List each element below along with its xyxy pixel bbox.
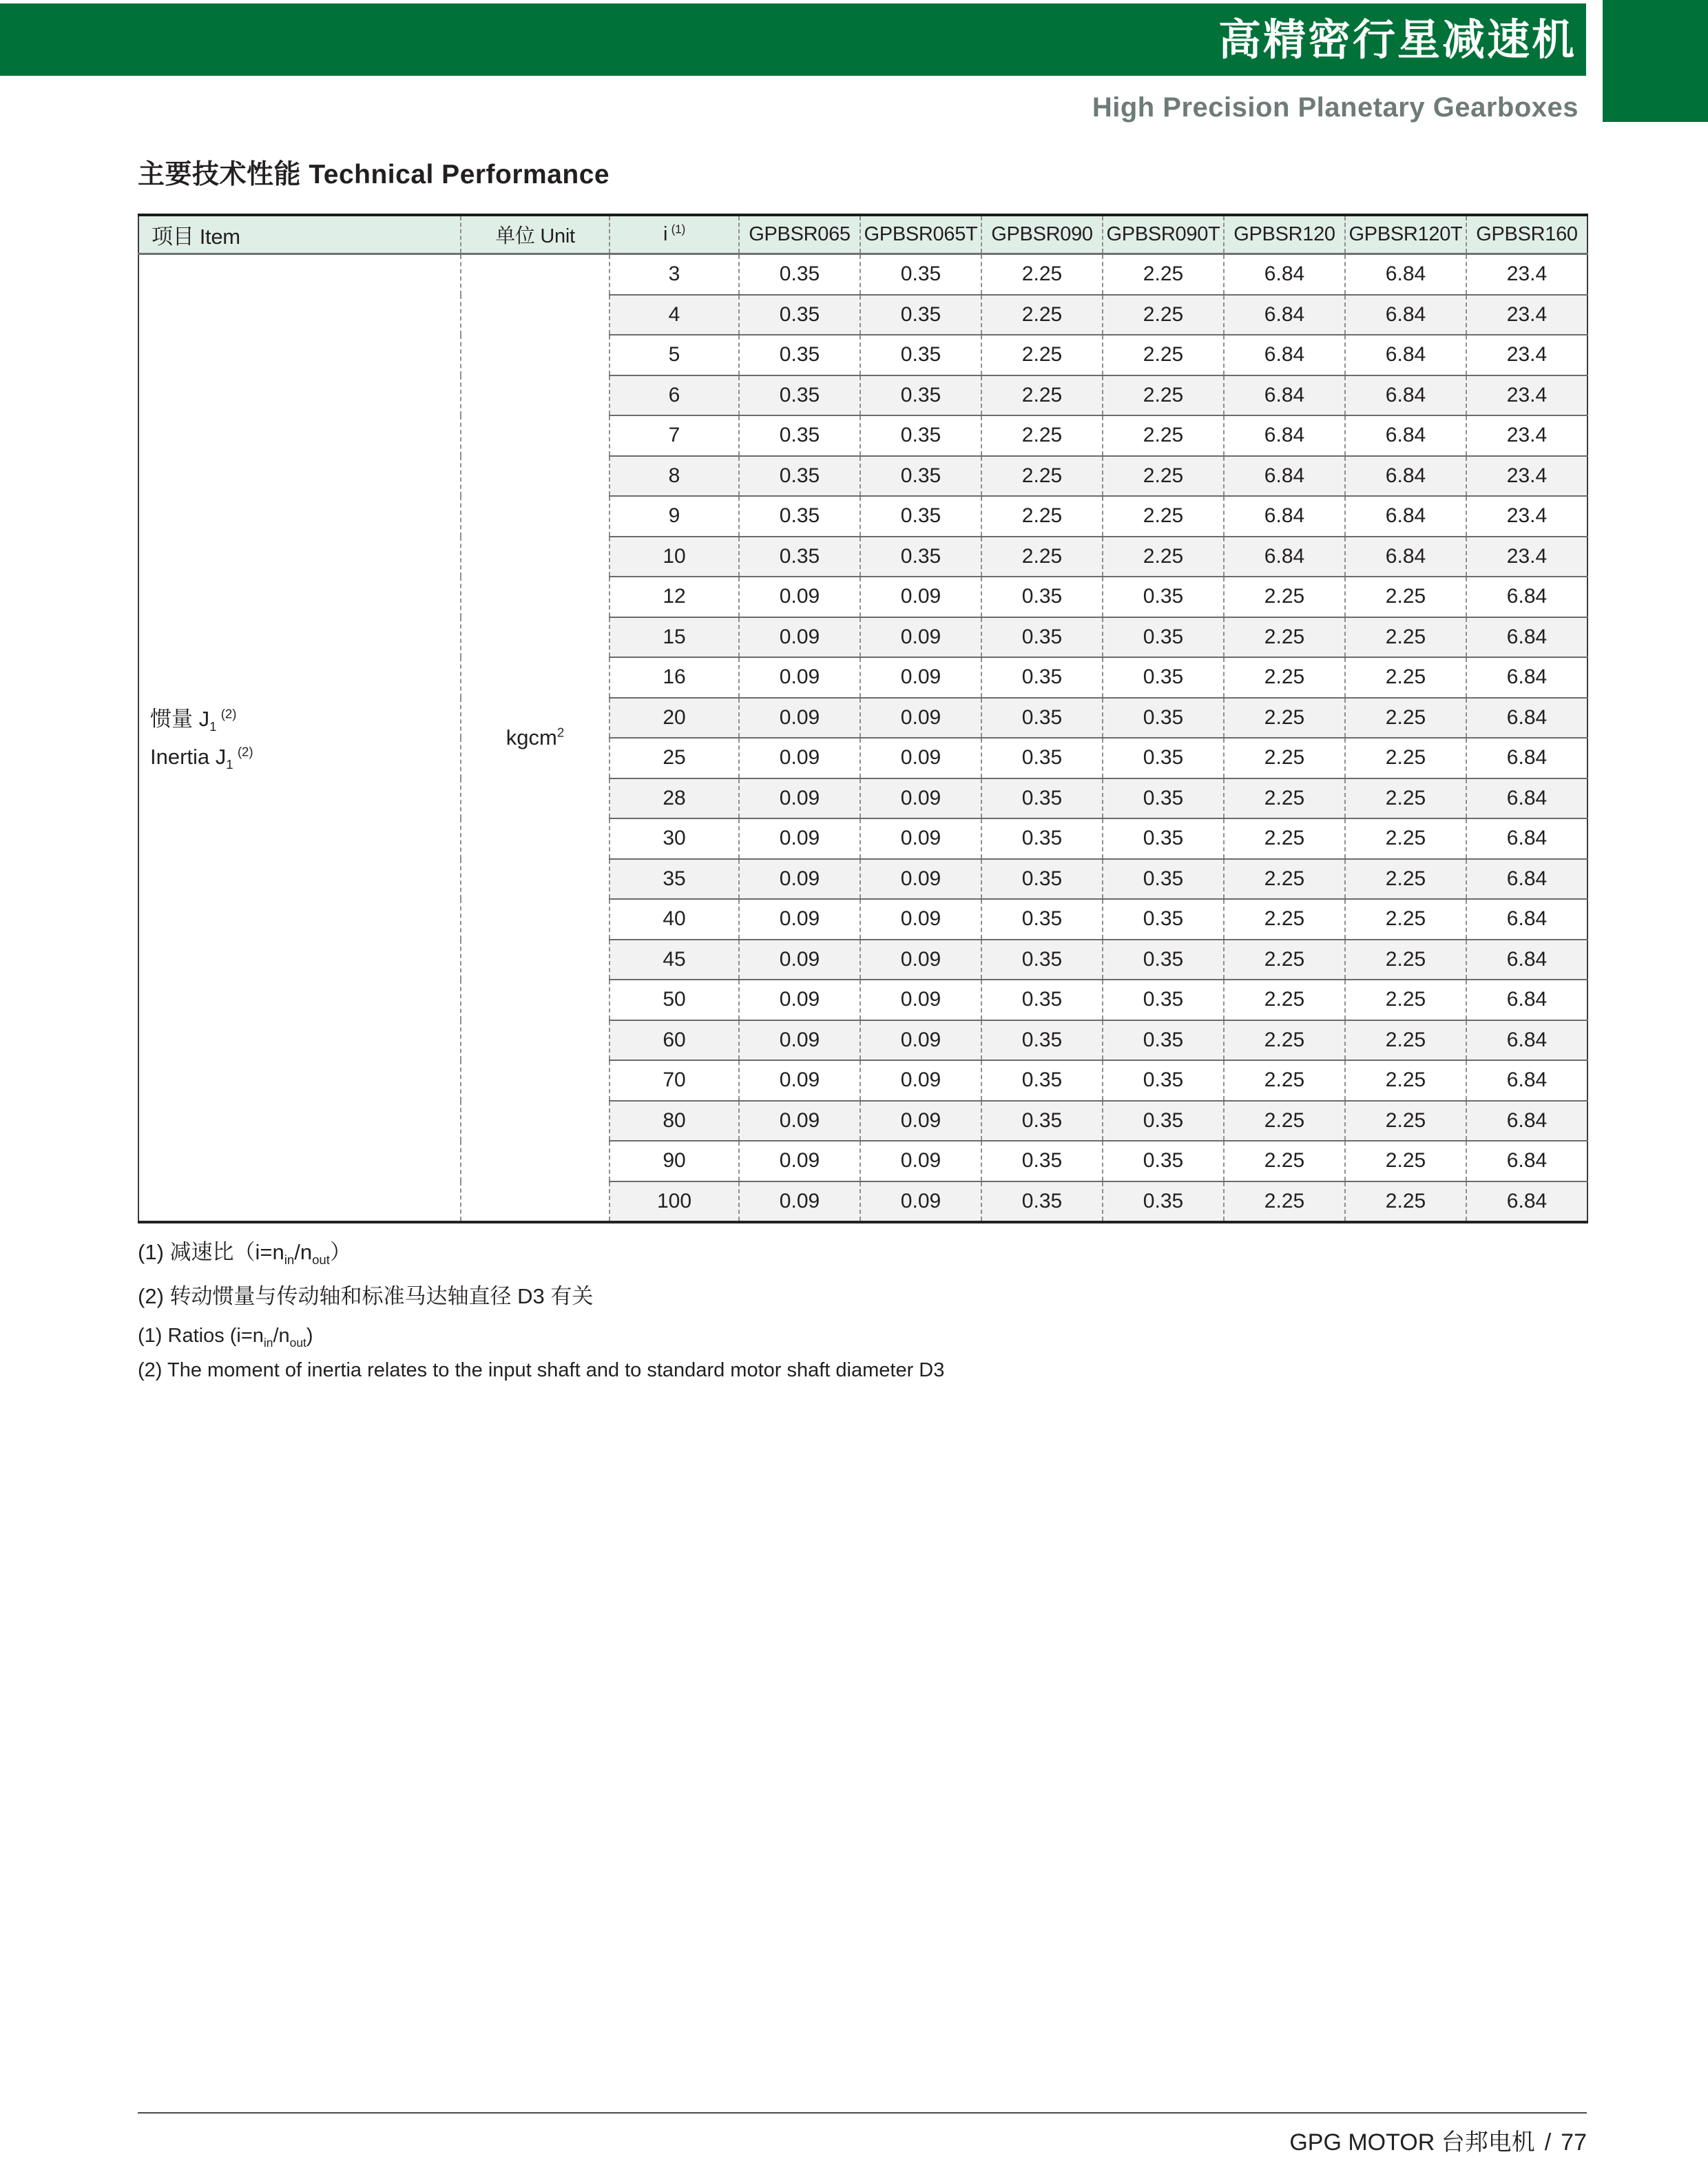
- value-cell: 2.25: [1345, 617, 1466, 658]
- value-cell: 2.25: [1103, 254, 1224, 295]
- value-cell: 0.35: [981, 1060, 1103, 1101]
- value-cell: 2.25: [1345, 940, 1466, 980]
- value-cell: 6.84: [1345, 335, 1466, 375]
- value-cell: 2.25: [981, 456, 1103, 497]
- value-cell: 6.84: [1224, 415, 1345, 456]
- value-cell: 0.09: [739, 577, 860, 617]
- ratio-cell: 30: [610, 818, 739, 859]
- value-cell: 0.35: [739, 335, 860, 375]
- inertia-item-cell: 惯量 $J_1$ $^{(2)}$ Inertia $J_1$ $^{(2)}$: [138, 254, 461, 1223]
- value-cell: 6.84: [1466, 1141, 1587, 1181]
- value-cell: 0.35: [860, 496, 981, 537]
- value-cell: 0.09: [739, 818, 860, 859]
- header-corner-block: [1603, 0, 1708, 122]
- value-cell: 0.09: [739, 899, 860, 940]
- value-cell: 0.35: [1103, 778, 1224, 819]
- value-cell: 0.35: [981, 1101, 1103, 1142]
- value-cell: 2.25: [1345, 1141, 1466, 1181]
- value-cell: 0.35: [981, 980, 1103, 1020]
- col-header-model-2: GPBSR065T: [860, 215, 981, 254]
- value-cell: 6.84: [1466, 778, 1587, 819]
- value-cell: 0.09: [860, 657, 981, 698]
- ratio-cell: 100: [610, 1181, 739, 1223]
- value-cell: 0.09: [739, 698, 860, 738]
- value-cell: 23.4: [1466, 537, 1587, 577]
- value-cell: 2.25: [1224, 1141, 1345, 1181]
- value-cell: 2.25: [1345, 1060, 1466, 1101]
- value-cell: 6.84: [1466, 1181, 1587, 1223]
- value-cell: 6.84: [1345, 537, 1466, 577]
- value-cell: 0.35: [1103, 980, 1224, 1020]
- value-cell: 2.25: [1103, 456, 1224, 497]
- value-cell: 2.25: [1345, 1101, 1466, 1142]
- col-header-unit: 单位 Unit: [461, 215, 610, 254]
- value-cell: 0.09: [739, 1060, 860, 1101]
- value-cell: 0.35: [1103, 657, 1224, 698]
- value-cell: 0.35: [739, 496, 860, 537]
- table-body: [138, 254, 1587, 1223]
- value-cell: 2.25: [1224, 1020, 1345, 1061]
- table-row: [138, 254, 1587, 295]
- value-cell: 6.84: [1466, 617, 1587, 658]
- value-cell: 2.25: [1224, 698, 1345, 738]
- value-cell: 23.4: [1466, 496, 1587, 537]
- value-cell: 0.35: [739, 295, 860, 335]
- value-cell: 6.84: [1345, 496, 1466, 537]
- col-header-ratio: [610, 215, 739, 254]
- value-cell: 0.35: [981, 617, 1103, 658]
- value-cell: 0.35: [1103, 738, 1224, 778]
- technical-performance-table: [138, 214, 1588, 1223]
- ratio-cell: 70: [610, 1060, 739, 1101]
- value-cell: 23.4: [1466, 335, 1587, 375]
- value-cell: 0.09: [860, 980, 981, 1020]
- value-cell: 0.09: [739, 617, 860, 658]
- value-cell: 2.25: [1345, 818, 1466, 859]
- value-cell: 6.84: [1466, 859, 1587, 900]
- value-cell: 6.84: [1466, 899, 1587, 940]
- value-cell: 23.4: [1466, 415, 1587, 456]
- value-cell: 2.25: [1224, 818, 1345, 859]
- ratio-cell: 9: [610, 496, 739, 537]
- value-cell: 0.09: [860, 1101, 981, 1142]
- footnote-en-2: (2) The moment of inertia relates to the input shaft and to standard motor shaft diameter D3: [138, 1359, 945, 1381]
- ratio-cell: 45: [610, 940, 739, 980]
- value-cell: 2.25: [981, 415, 1103, 456]
- value-cell: 0.09: [860, 1141, 981, 1181]
- value-cell: 0.35: [1103, 617, 1224, 658]
- value-cell: 2.25: [1103, 496, 1224, 537]
- table-header: [138, 215, 1587, 254]
- value-cell: 0.09: [860, 738, 981, 778]
- value-cell: 2.25: [1345, 1020, 1466, 1061]
- value-cell: 2.25: [1224, 940, 1345, 980]
- ratio-footnote-mark: (1): [671, 222, 686, 236]
- ratio-cell: 25: [610, 738, 739, 778]
- value-cell: 2.25: [1345, 778, 1466, 819]
- ratio-cell: 90: [610, 1141, 739, 1181]
- value-cell: 0.35: [739, 456, 860, 497]
- value-cell: 6.84: [1466, 818, 1587, 859]
- value-cell: 0.35: [981, 818, 1103, 859]
- page-title-cn: 高精密行星减速机: [1218, 17, 1576, 64]
- section-title: 主要技术性能 Technical Performance: [138, 160, 610, 189]
- value-cell: 2.25: [1224, 617, 1345, 658]
- value-cell: 0.09: [739, 738, 860, 778]
- value-cell: 6.84: [1466, 738, 1587, 778]
- value-cell: 0.09: [860, 899, 981, 940]
- value-cell: 0.09: [860, 577, 981, 617]
- value-cell: 6.84: [1224, 456, 1345, 497]
- ratio-cell: 60: [610, 1020, 739, 1061]
- ratio-cell: 35: [610, 859, 739, 900]
- value-cell: 0.09: [739, 1101, 860, 1142]
- value-cell: 6.84: [1466, 1101, 1587, 1142]
- value-cell: 0.09: [860, 778, 981, 819]
- value-cell: 2.25: [1224, 859, 1345, 900]
- value-cell: 0.35: [1103, 577, 1224, 617]
- value-cell: 0.35: [1103, 940, 1224, 980]
- value-cell: 0.35: [981, 1141, 1103, 1181]
- value-cell: 6.84: [1466, 1060, 1587, 1101]
- value-cell: 2.25: [1345, 899, 1466, 940]
- value-cell: 2.25: [1103, 375, 1224, 416]
- col-header-model-7: GPBSR160: [1466, 215, 1587, 254]
- value-cell: 0.35: [1103, 859, 1224, 900]
- footer-divider: [138, 2112, 1587, 2114]
- footer-separator: /: [1544, 2129, 1552, 2156]
- value-cell: 0.09: [860, 1181, 981, 1223]
- value-cell: 2.25: [981, 295, 1103, 335]
- value-cell: 0.35: [1103, 818, 1224, 859]
- value-cell: 2.25: [1345, 698, 1466, 738]
- value-cell: 2.25: [1345, 738, 1466, 778]
- value-cell: 2.25: [1224, 899, 1345, 940]
- value-cell: 23.4: [1466, 295, 1587, 335]
- value-cell: 6.84: [1345, 295, 1466, 335]
- value-cell: 0.09: [739, 1141, 860, 1181]
- col-header-model-3: GPBSR090: [981, 215, 1103, 254]
- value-cell: 2.25: [1224, 778, 1345, 819]
- value-cell: 2.25: [1224, 1181, 1345, 1223]
- value-cell: 0.09: [739, 1181, 860, 1223]
- value-cell: 0.35: [981, 738, 1103, 778]
- value-cell: 2.25: [981, 537, 1103, 577]
- value-cell: 2.25: [1345, 859, 1466, 900]
- footer: [1289, 2123, 1587, 2157]
- ratio-cell: 80: [610, 1101, 739, 1142]
- value-cell: 0.35: [981, 1020, 1103, 1061]
- ratio-cell: 20: [610, 698, 739, 738]
- footnote-cn-2: (2) 转动惯量与传动轴和标准马达轴直径 D3 有关: [138, 1284, 594, 1308]
- value-cell: 0.35: [1103, 899, 1224, 940]
- footnote-en-1: (1) Ratios $(i=n_{in}/n_{out})$: [138, 1325, 313, 1350]
- value-cell: 0.35: [860, 254, 981, 295]
- value-cell: 0.09: [860, 617, 981, 658]
- value-cell: 6.84: [1224, 537, 1345, 577]
- value-cell: 6.84: [1345, 415, 1466, 456]
- value-cell: 6.84: [1224, 295, 1345, 335]
- value-cell: 0.35: [860, 415, 981, 456]
- ratio-cell: 12: [610, 577, 739, 617]
- value-cell: 2.25: [981, 335, 1103, 375]
- value-cell: 6.84: [1466, 577, 1587, 617]
- ratio-cell: 28: [610, 778, 739, 819]
- value-cell: 23.4: [1466, 375, 1587, 416]
- value-cell: 0.35: [860, 456, 981, 497]
- value-cell: 6.84: [1345, 375, 1466, 416]
- value-cell: 2.25: [1224, 1101, 1345, 1142]
- ratio-cell: 5: [610, 335, 739, 375]
- value-cell: 0.35: [1103, 1181, 1224, 1223]
- value-cell: 0.35: [981, 778, 1103, 819]
- value-cell: 0.35: [860, 375, 981, 416]
- footnote-cn-1: (1) 减速比$(i=n_{in}/n_{out})$: [138, 1240, 351, 1268]
- value-cell: 2.25: [1345, 657, 1466, 698]
- value-cell: 0.35: [981, 577, 1103, 617]
- table-header-row: [138, 215, 1587, 254]
- footnotes-english: [138, 1319, 944, 1387]
- value-cell: 0.35: [981, 899, 1103, 940]
- col-header-model-6: GPBSR120T: [1345, 215, 1466, 254]
- value-cell: 0.35: [860, 537, 981, 577]
- value-cell: 0.35: [739, 375, 860, 416]
- value-cell: 0.09: [739, 940, 860, 980]
- value-cell: 6.84: [1466, 980, 1587, 1020]
- value-cell: 0.35: [981, 657, 1103, 698]
- value-cell: 2.25: [1224, 577, 1345, 617]
- value-cell: 0.09: [860, 859, 981, 900]
- value-cell: 0.09: [860, 698, 981, 738]
- value-cell: 0.35: [739, 254, 860, 295]
- value-cell: 2.25: [1224, 980, 1345, 1020]
- value-cell: 2.25: [1345, 1181, 1466, 1223]
- value-cell: 0.35: [860, 295, 981, 335]
- col-header-item: 项目 Item: [138, 215, 461, 254]
- value-cell: 2.25: [1345, 980, 1466, 1020]
- value-cell: 23.4: [1466, 456, 1587, 497]
- value-cell: 0.09: [739, 778, 860, 819]
- value-cell: 0.09: [739, 859, 860, 900]
- value-cell: 0.09: [860, 940, 981, 980]
- value-cell: 0.35: [739, 537, 860, 577]
- value-cell: 0.35: [981, 940, 1103, 980]
- value-cell: 2.25: [981, 496, 1103, 537]
- ratio-cell: 6: [610, 375, 739, 416]
- col-header-model-1: GPBSR065: [739, 215, 860, 254]
- value-cell: 23.4: [1466, 254, 1587, 295]
- value-cell: 6.84: [1224, 254, 1345, 295]
- value-cell: 0.35: [981, 1181, 1103, 1223]
- value-cell: 0.09: [860, 818, 981, 859]
- value-cell: 2.25: [1224, 657, 1345, 698]
- value-cell: 2.25: [1103, 537, 1224, 577]
- value-cell: 0.09: [860, 1020, 981, 1061]
- ratio-cell: 3: [610, 254, 739, 295]
- value-cell: 0.35: [1103, 1020, 1224, 1061]
- footnotes-chinese: [138, 1230, 593, 1319]
- value-cell: 0.35: [1103, 1060, 1224, 1101]
- page-subtitle-en: High Precision Planetary Gearboxes: [1092, 92, 1579, 123]
- value-cell: 0.35: [1103, 1101, 1224, 1142]
- value-cell: 2.25: [981, 254, 1103, 295]
- value-cell: 6.84: [1224, 375, 1345, 416]
- ratio-cell: 8: [610, 456, 739, 497]
- value-cell: 2.25: [1224, 738, 1345, 778]
- ratio-cell: 7: [610, 415, 739, 456]
- ratio-cell: 50: [610, 980, 739, 1020]
- value-cell: 0.35: [739, 415, 860, 456]
- value-cell: 6.84: [1345, 254, 1466, 295]
- value-cell: 6.84: [1345, 456, 1466, 497]
- footer-brand: GPG MOTOR 台邦电机: [1289, 2129, 1535, 2156]
- value-cell: 0.35: [860, 335, 981, 375]
- col-header-model-5: GPBSR120: [1224, 215, 1345, 254]
- value-cell: 6.84: [1224, 496, 1345, 537]
- value-cell: 0.35: [1103, 698, 1224, 738]
- value-cell: 2.25: [1103, 295, 1224, 335]
- value-cell: 2.25: [1103, 415, 1224, 456]
- value-cell: 6.84: [1466, 940, 1587, 980]
- value-cell: 6.84: [1466, 1020, 1587, 1061]
- value-cell: 0.35: [981, 859, 1103, 900]
- value-cell: 0.09: [739, 980, 860, 1020]
- value-cell: 0.09: [739, 657, 860, 698]
- value-cell: 6.84: [1466, 698, 1587, 738]
- value-cell: 2.25: [1345, 577, 1466, 617]
- value-cell: 0.09: [860, 1060, 981, 1101]
- value-cell: 2.25: [1224, 1060, 1345, 1101]
- value-cell: 0.09: [739, 1020, 860, 1061]
- value-cell: 6.84: [1224, 335, 1345, 375]
- footer-page-number: 77: [1561, 2129, 1587, 2156]
- header-green-bar: [0, 3, 1586, 76]
- ratio-cell: 15: [610, 617, 739, 658]
- unit-cell: kgcm$^2$: [461, 254, 610, 1223]
- value-cell: 6.84: [1466, 657, 1587, 698]
- value-cell: 2.25: [1103, 335, 1224, 375]
- value-cell: 0.35: [1103, 1141, 1224, 1181]
- ratio-cell: 10: [610, 537, 739, 577]
- ratio-cell: 40: [610, 899, 739, 940]
- ratio-cell: 16: [610, 657, 739, 698]
- ratio-symbol: i: [663, 223, 668, 245]
- ratio-cell: 4: [610, 295, 739, 335]
- col-header-model-4: GPBSR090T: [1103, 215, 1224, 254]
- value-cell: 0.35: [981, 698, 1103, 738]
- value-cell: 2.25: [981, 375, 1103, 416]
